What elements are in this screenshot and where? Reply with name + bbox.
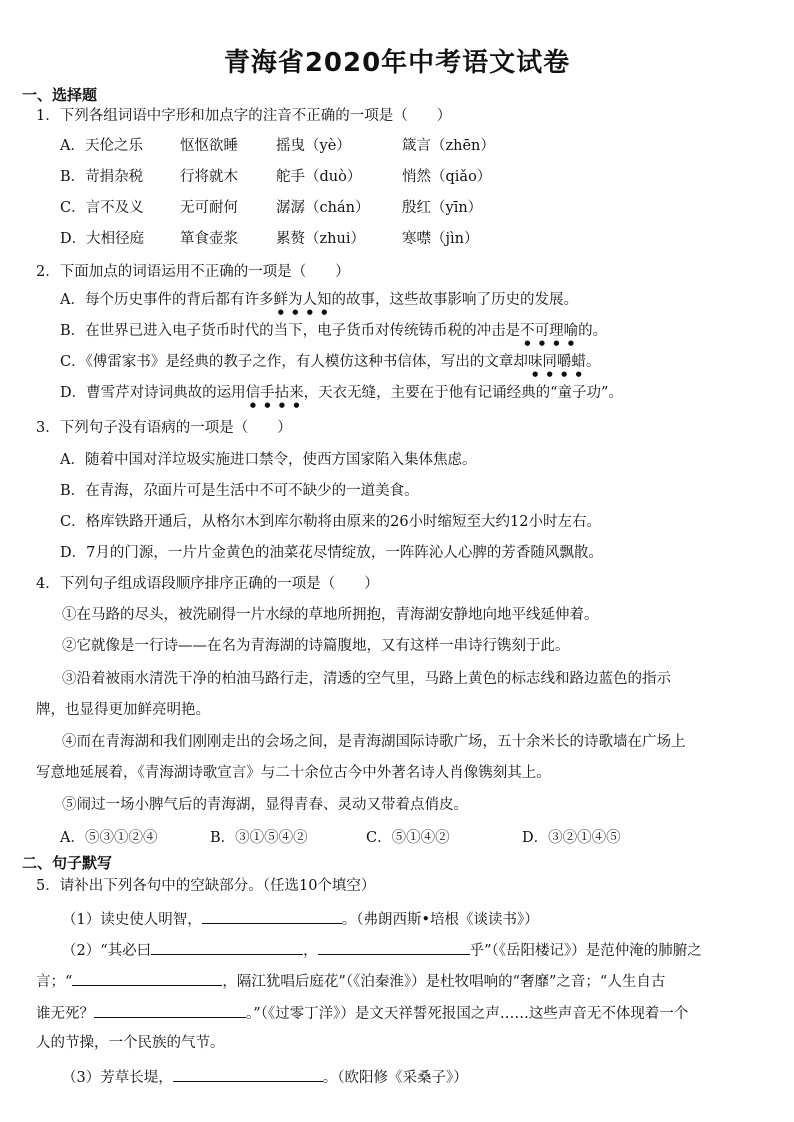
- q1-c-c4: 殷红（yīn）: [402, 200, 483, 216]
- q3-option-d: D．7月的门源，一片片金黄色的油菜花尽情绽放，一阵阵沁人心脾的芳香随风飘散。: [60, 545, 603, 561]
- q4-sentence-3b: 牌，也显得更加鲜亮明艳。: [36, 702, 210, 718]
- q1-c-c2: 无可耐何: [180, 200, 238, 216]
- q4-sentence-3a: ③沿着被雨水清洗干净的柏油马路行走，清透的空气里，马路上黄色的标志线和路边蓝色的指示: [62, 671, 671, 687]
- q4-stem: 4．下列句子组成语段顺序排序正确的一项是（ ）: [36, 576, 379, 592]
- page-title: 青海省2020年中考语文试卷: [223, 48, 571, 78]
- q5-blank-6[interactable]: [173, 1066, 323, 1082]
- section-dictation-heading: 二、句子默写: [22, 854, 113, 872]
- q2-c-dotted: 味同嚼蜡: [527, 354, 586, 370]
- q1-b-c3: 舵手（duò）: [276, 169, 362, 185]
- q4-option-b: B．③①⑤④②: [210, 830, 308, 846]
- q2-d-dotted: 信手拈来: [245, 385, 304, 401]
- q4-sentence-5: ⑤闹过一场小脾气后的青海湖，显得青春、灵动又带着点俏皮。: [62, 797, 468, 813]
- q4-sentence-4a: ④而在青海湖和我们刚刚走出的会场之间，是青海湖国际诗歌广场，五十余米长的诗歌墙在广场上: [62, 734, 686, 750]
- q3-option-c: C．格库铁路开通后，从格尔木到库尔勒将由原来的26小时缩短至大约12小时左右。: [60, 514, 601, 530]
- q1-a-c1: A．天伦之乐: [60, 138, 143, 154]
- q1-d-c1: D．大相径庭: [60, 231, 145, 247]
- q2-stem: 2．下面加点的词语运用不正确的一项是（ ）: [36, 264, 350, 280]
- q1-b-c2: 行将就木: [180, 169, 238, 185]
- q1-a-c2: 怄怄欲睡: [180, 138, 238, 154]
- q5-blank-1[interactable]: [202, 908, 342, 924]
- q5-blank-3[interactable]: [318, 939, 470, 955]
- q5-stem: 5．请补出下列各句中的空缺部分。（任选10个填空）: [36, 878, 376, 894]
- q1-b-c4: 悄然（qiǎo）: [402, 169, 492, 185]
- q1-d-c3: 累赘（zhui）: [276, 231, 365, 247]
- q2-option-b: B．在世界已进入电子货币时代的当下，电子货币对传统铸币税的冲击是不可理喻的。: [60, 323, 608, 339]
- q5-blank-4[interactable]: [72, 970, 222, 986]
- q5-item-2-line1: （2）“其必曰 ， 乎”（《岳阳楼记》）是范仲淹的肺腑之: [62, 939, 702, 961]
- q1-stem: 1．下列各组词语中字形和加点字的注音不正确的一项是（ ）: [36, 108, 452, 124]
- q5-blank-5[interactable]: [94, 1002, 246, 1018]
- q5-item-2-line4: 人的节操，一个民族的气节。: [36, 1035, 225, 1051]
- q1-d-c4: 寒噤（jìn）: [402, 231, 479, 247]
- q5-item-1: （1）读史使人明智， 。（弗朗西斯•培根《谈读书》）: [62, 908, 539, 930]
- q1-c-c1: C．言不及义: [60, 200, 144, 216]
- q2-a-dotted: 鲜为人知: [273, 292, 332, 308]
- q5-item-2-line2: 言；“ ，隔江犹唱后庭花”（《泊秦淮》）是杜牧唱响的“奢靡”之音；“人生自古: [36, 970, 665, 992]
- q2-b-dotted: 不可理喻: [520, 323, 579, 339]
- q4-option-c: C．⑤①④②: [366, 830, 450, 846]
- q1-c-c3: 潺潺（chán）: [276, 200, 370, 216]
- q3-option-a: A．随着中国对洋垃圾实施进口禁令，使西方国家陷入集体焦虑。: [60, 452, 477, 468]
- section-choice-heading: 一、选择题: [22, 86, 98, 104]
- q1-a-c3: 摇曳（yè）: [276, 138, 351, 154]
- q4-sentence-2: ②它就像是一行诗——在名为青海湖的诗篇腹地，又有这样一串诗行镌刻于此。: [62, 638, 570, 654]
- q2-option-a: A．每个历史事件的背后都有许多鲜为人知的故事，这些故事影响了历史的发展。: [60, 292, 578, 308]
- q4-sentence-1: ①在马路的尽头，被洗刷得一片水绿的草地所拥抱，青海湖安静地向地平线延伸着。: [62, 607, 599, 623]
- q5-item-2-line3: 谁无死？ 。”（《过零丁洋》）是文天祥誓死报国之声……这些声音无不体现着一个: [36, 1002, 688, 1024]
- q4-sentence-4b: 写意地延展着，《青海湖诗歌宣言》与二十余位古今中外著名诗人肖像镌刻其上。: [36, 765, 551, 781]
- q5-item-3: （3）芳草长堤， 。（欧阳修《采桑子》）: [62, 1066, 468, 1088]
- q5-blank-2[interactable]: [151, 939, 303, 955]
- q2-option-c: C．《傅雷家书》是经典的教子之作，有人模仿这种书信体，写出的文章却味同嚼蜡。: [60, 354, 601, 370]
- q2-option-d: D．曹雪芹对诗词典故的运用信手拈来，天衣无缝，主要在于他有记诵经典的“童子功”。: [60, 385, 623, 401]
- q4-option-a: A．⑤③①②④: [60, 830, 158, 846]
- q1-d-c2: 箪食壶浆: [180, 231, 238, 247]
- q4-option-d: D．③②①④⑤: [522, 830, 621, 846]
- q1-b-c1: B．苛捐杂税: [60, 169, 144, 185]
- q3-stem: 3．下列句子没有语病的一项是（ ）: [36, 420, 292, 436]
- q3-option-b: B．在青海，尕面片可是生活中不可不缺少的一道美食。: [60, 483, 419, 499]
- q1-a-c4: 箴言（zhēn）: [402, 138, 495, 154]
